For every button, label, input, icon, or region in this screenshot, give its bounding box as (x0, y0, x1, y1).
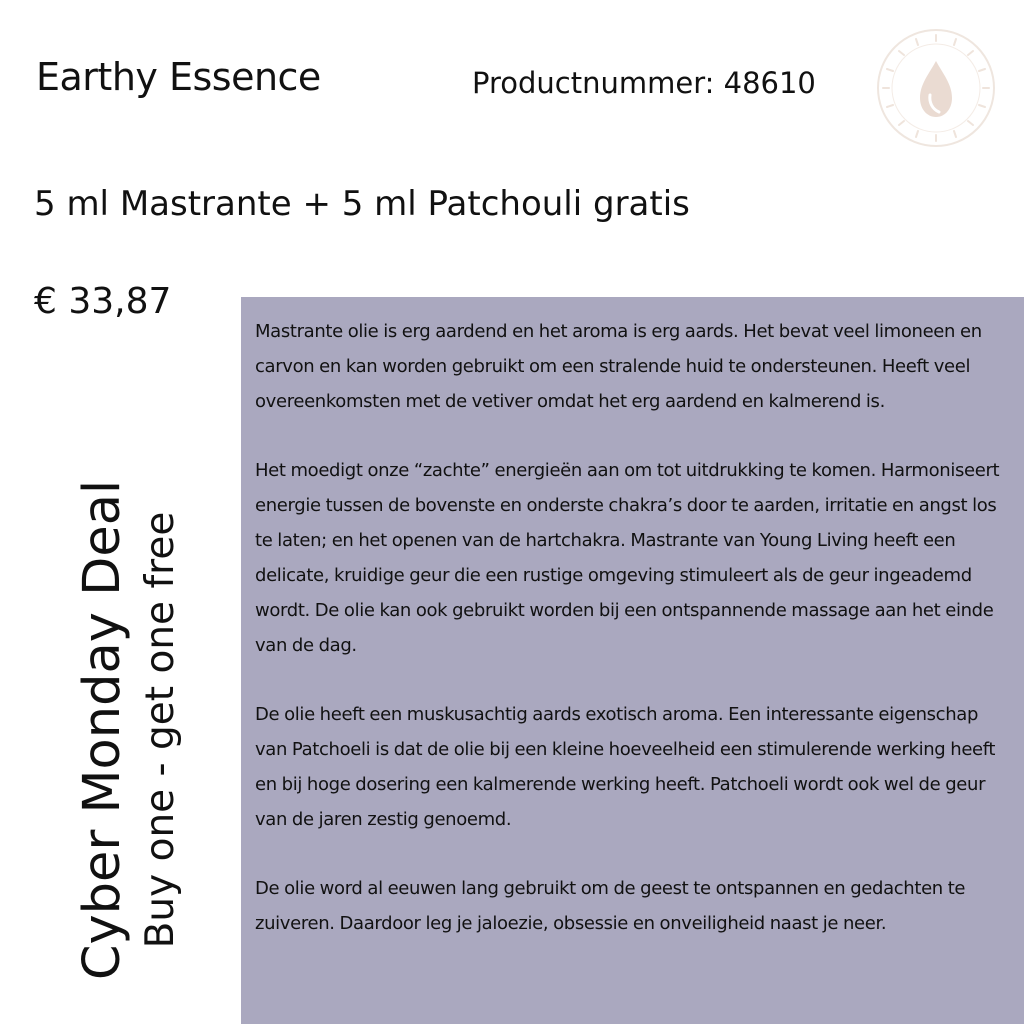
description-paragraph-4: De olie word al eeuwen lang gebruikt om de geest te ontspannen en gedachten te zuiveren. Daardoor leg je jaloezie, obsessie en onveiligheid naast je neer. (255, 878, 966, 934)
brand-logo (874, 26, 998, 150)
price: € 33,87 (34, 281, 172, 322)
offer-text: 5 ml Mastrante + 5 ml Patchouli gratis (34, 184, 690, 224)
deal-subtitle: Buy one - get one free (138, 511, 183, 949)
product-number: Productnummer: 48610 (472, 66, 816, 100)
deal-title: Cyber Monday Deal (73, 479, 132, 981)
product-title: Earthy Essence (36, 55, 321, 99)
vertical-deal-inner (68, 480, 184, 980)
description-paragraph-1: Mastrante olie is erg aardend en het aroma is erg aards. Het bevat veel limoneen en carvon en kan worden gebruikt om een stralende huid te ondersteunen. Heeft veel overeenkomsten met de vetiver omdat het erg aardend en kalmerend is. (255, 321, 982, 412)
description-paragraph-2: Het moedigt onze “zachte” energieën aan om tot uitdrukking te komen. Harmoniseert energie tussen de bovenste en onderste chakra’s door te aarden, irritatie en angst los te laten; en het openen van de hartchakra. Mastrante van Young Living heeft een delicate, kruidige geur die een rustige omgeving stimuleert als de geur ingeademd wordt. De olie kan ook gebruikt worden bij een ontspannende massage aan het einde van de dag. (255, 460, 1000, 656)
description-panel (241, 297, 1024, 1024)
description-paragraph-3: De olie heeft een muskusachtig aards exotisch aroma. Een interessante eigenschap van Patchoeli is dat de olie bij een kleine hoeveelheid een stimulerende werking heeft en bij hoge dosering een kalmerende werking heeft. Patchoeli wordt ook wel de geur van de jaren zestig genoemd. (255, 704, 996, 830)
